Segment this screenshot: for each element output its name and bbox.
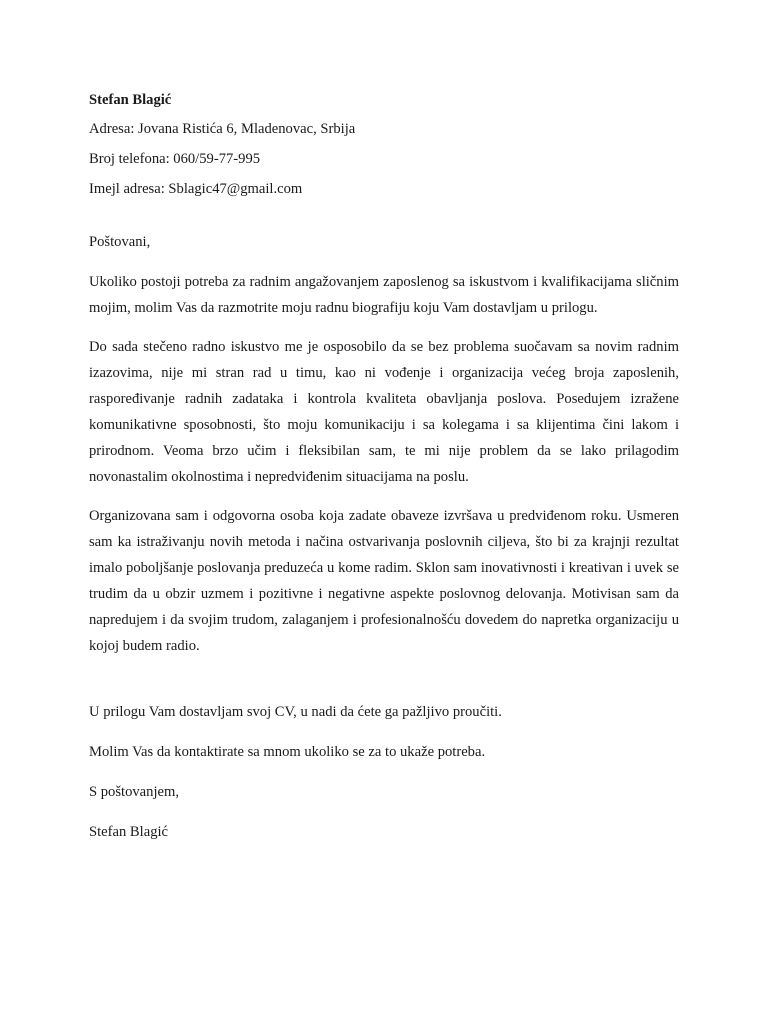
paragraph-intro: Ukoliko postoji potreba za radnim angažovanjem zaposlenog sa iskustvom i kvalifikacijama sličnim mojim, molim Vas da razmotrite moju radnu biografiju koju Vam dostavljam u prilogu. [89, 274, 679, 316]
closing-contact-line: Molim Vas da kontaktirate sa mnom ukoliko se za to ukaže potreba. [89, 744, 486, 760]
paragraph-qualities: Organizovana sam i odgovorna osoba koja zadate obaveze izvršava u predviđenom roku. Usmeren sam ka istraživanju novih metoda i načina ostvarivanja poslovnih ciljeva, što bi za krajnji rezultat imalo poboljšanje poslovanja preduzeća u kome radim. Sklon sam inovativnosti i kreativan i uvek se trudim da u obzir uzmem i pozitivne i negativne aspekte poslovnog delovanja. Motivisan sam da napredujem i da svojim trudom, zalaganjem i profesionalnošću dovedem do napretka organizaciju u kojoj budem radio. [89, 508, 679, 654]
sender-name: Stefan Blagić [89, 92, 172, 108]
paragraph-experience: Do sada stečeno radno iskustvo me je osposobilo da se bez problema suočavam sa novim radnim izazovima, nije mi stran rad u timu, kao ni vođenje i organizacija većeg broja zaposlenih, raspoređivanje radnih zadataka i kontrola kvaliteta obavljanja poslova. Posedujem izražene komunikativne sposobnosti, što moju komunikaciju i sa kolegama i sa klijentima čini lakom i prirodnom. Veoma brzo učim i fleksibilan sam, te mi nije problem da se lako prilagodim novonastalim okolnostima i nepredviđenim situacijama na poslu. [89, 339, 679, 485]
sender-email: Imejl adresa: Sblagic47@gmail.com [89, 181, 303, 197]
signature-name: Stefan Blagić [89, 824, 169, 840]
salutation: Poštovani, [89, 234, 151, 250]
sender-address: Adresa: Jovana Ristića 6, Mladenovac, Srbija [89, 121, 356, 137]
sender-phone: Broj telefona: 060/59-77-995 [89, 151, 261, 167]
closing-attachment-line: U prilogu Vam dostavljam svoj CV, u nadi da ćete ga pažljivo proučiti. [89, 704, 502, 720]
complimentary-close: S poštovanjem, [89, 784, 179, 800]
letter-body [89, 87, 679, 845]
